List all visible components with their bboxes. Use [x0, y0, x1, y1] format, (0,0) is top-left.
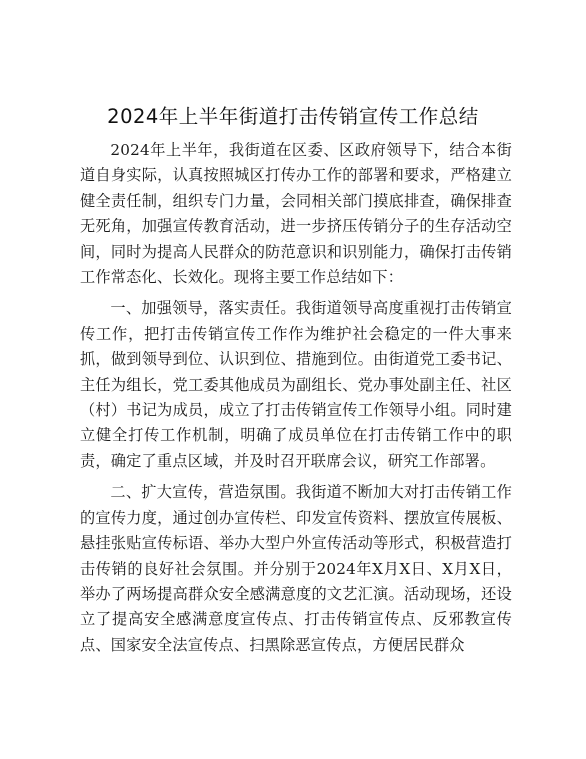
section-two-paragraph: 二、扩大宣传，营造氛围。我街道不断加大对打击传销工作的宣传力度，通过创办宣传栏、印发宣传资料、摆放宣传展板、悬挂张贴宣传标语、举办大型户外宣传活动等形式，积极营造打击传销的良好社会氛围。并分别于2024年X月X日、X月X日，举办了两场提高群众安全感满意度的文艺汇演。活动现场，还设立了提高安全感满意度宣传点、打击传销宣传点、反邪教宣传点、国家安全法宣传点、扫黑除恶宣传点，方便居民群众: [80, 483, 512, 654]
document-body: [80, 138, 512, 664]
section-one-paragraph: 一、加强领导，落实责任。我街道领导高度重视打击传销宣传工作，把打击传销宣传工作作为维护社会稳定的一件大事来抓，做到领导到位、认识到位、措施到位。由街道党工委书记、主任为组长，党工委其他成员为副组长、党办事处副主任、社区（村）书记为成员，成立了打击传销宣传工作领导小组。同时建立健全打传工作机制，明确了成员单位在打击传销工作中的职责，确定了重点区域，并及时召开联席会议，研究工作部署。: [80, 299, 512, 470]
document-title: 2024年上半年街道打击传销宣传工作总结: [107, 105, 479, 128]
intro-paragraph: 2024年上半年，我街道在区委、区政府领导下，结合本街道自身实际，认真按照城区打传办工作的部署和要求，严格建立健全责任制，组织专门力量，会同相关部门摸底排查，确保排查无死角，加强宣传教育活动，进一步挤压传销分子的生存活动空间，同时为提高人民群众的防范意识和识别能力，确保打击传销工作常态化、长效化。现将主要工作总结如下：: [80, 141, 512, 287]
